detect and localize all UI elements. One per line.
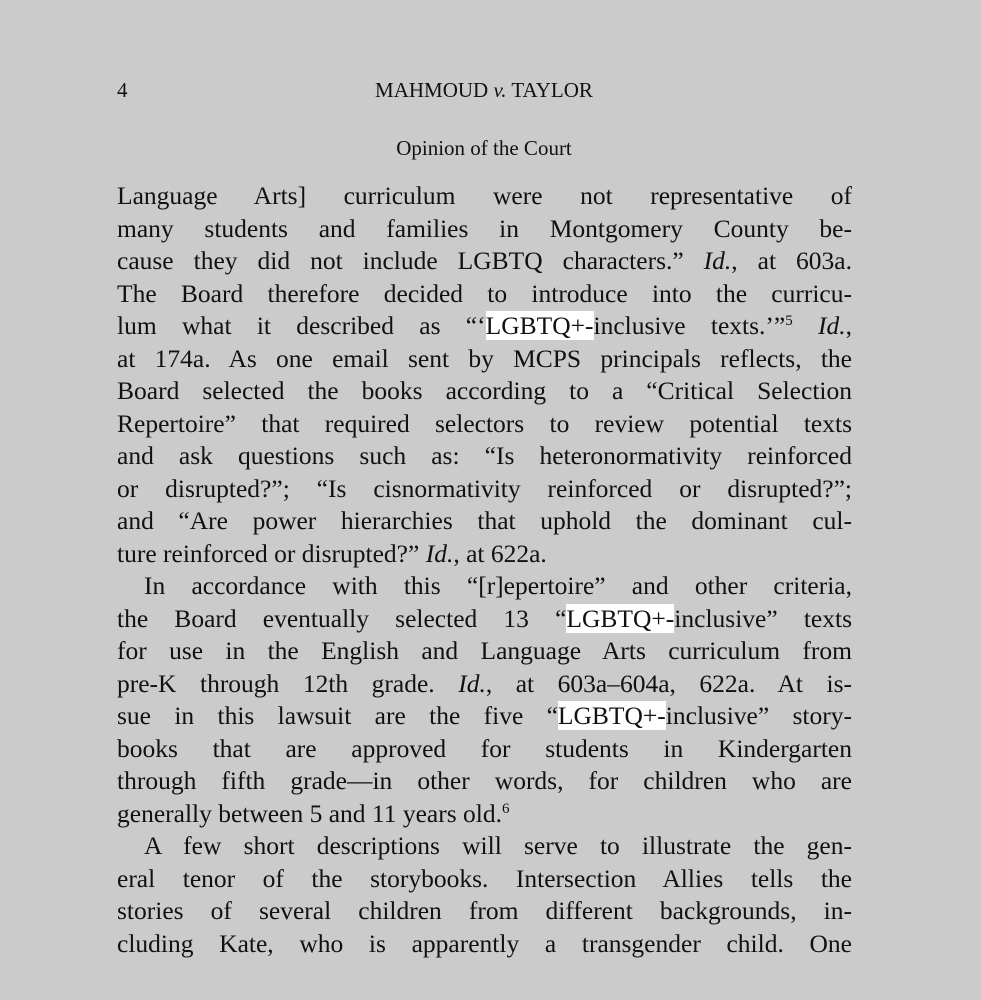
text-line: and “Are power hierarchies that uphold the dominant cul- [117,506,852,535]
text-line: A few short descriptions will serve to illustrate the gen- [144,831,852,860]
text-line [117,603,852,636]
case-party-2: TAYLOR [511,78,593,102]
text-segment: inclusive texts.’” [593,311,786,340]
text-line [117,538,852,571]
highlighted-term: LGBTQ+- [557,701,666,730]
text-line [117,310,852,343]
text-line: cluding Kate, who is apparently a transgender child. One [117,928,852,958]
text-segment: , at 622a. [453,538,547,568]
text-segment: lum what it described as “‘ [117,311,486,340]
citation-id: Id. [425,538,454,568]
text-segment: pre-K through 12th grade. [117,668,435,698]
text-line: The Board therefore decided to introduce into the curricu- [117,278,852,308]
citation-id: Id. [458,668,486,698]
page-number: 4 [117,78,128,102]
text-segment: , at 603a. [731,246,852,275]
text-line: for use in the English and Language Arts curriculum from [117,636,852,665]
citation-id: Id. [818,311,846,340]
text-line: through fifth grade—in other words, for children who are [117,766,852,795]
text-line [117,700,852,733]
text-segment: , [845,311,852,340]
case-title [0,78,968,102]
citation-id: Id. [703,246,732,275]
case-party-1: MAHMOUD [375,78,489,102]
text-line: many students and families in Montgomery County be- [117,213,852,243]
text-line: Board selected the books according to a “Critical Selection [117,376,852,405]
text-line: books that are approved for students in Kindergarten [117,733,852,763]
highlighted-term: LGBTQ+- [566,603,675,633]
footnote-marker: 6 [501,800,510,817]
case-versus: v. [493,78,507,102]
text-line [117,668,852,701]
text-segment: inclusive” story- [665,701,853,730]
text-line: Repertoire” that required selectors to review potential texts [117,408,852,438]
footnote-marker: 5 [785,313,793,329]
text-line: stories of several children from different backgrounds, in- [117,896,852,925]
text-segment: ture reinforced or disrupted?” [117,538,420,568]
text-segment: cause they did not include LGBTQ characters.” [117,246,684,275]
text-segment: inclusive” texts [674,603,852,633]
text-segment: the Board eventually selected 13 “ [117,603,567,633]
text-line: In accordance with this “[r]epertoire” and other criteria, [144,571,852,600]
opinion-body [117,180,852,960]
text-line: Language Arts] curriculum were not representative of [117,181,852,210]
text-segment: , at 603a–604a, 622a. At is- [485,668,853,698]
text-line: and ask questions such as: “Is heteronormativity reinforced [117,441,852,470]
text-segment: generally between 5 and 11 years old. [117,798,502,828]
text-segment: sue in this lawsuit are the five “ [117,701,558,730]
highlighted-term: LGBTQ+- [485,311,594,340]
opinion-label: Opinion of the Court [396,136,572,160]
text-line [117,798,852,831]
text-line: eral tenor of the storybooks. Intersection Allies tells the [117,863,852,893]
text-line [117,245,852,278]
text-line: at 174a. As one email sent by MCPS principals reflects, the [117,343,852,373]
text-line: or disrupted?”; “Is cisnormativity reinforced or disrupted?”; [117,473,852,503]
